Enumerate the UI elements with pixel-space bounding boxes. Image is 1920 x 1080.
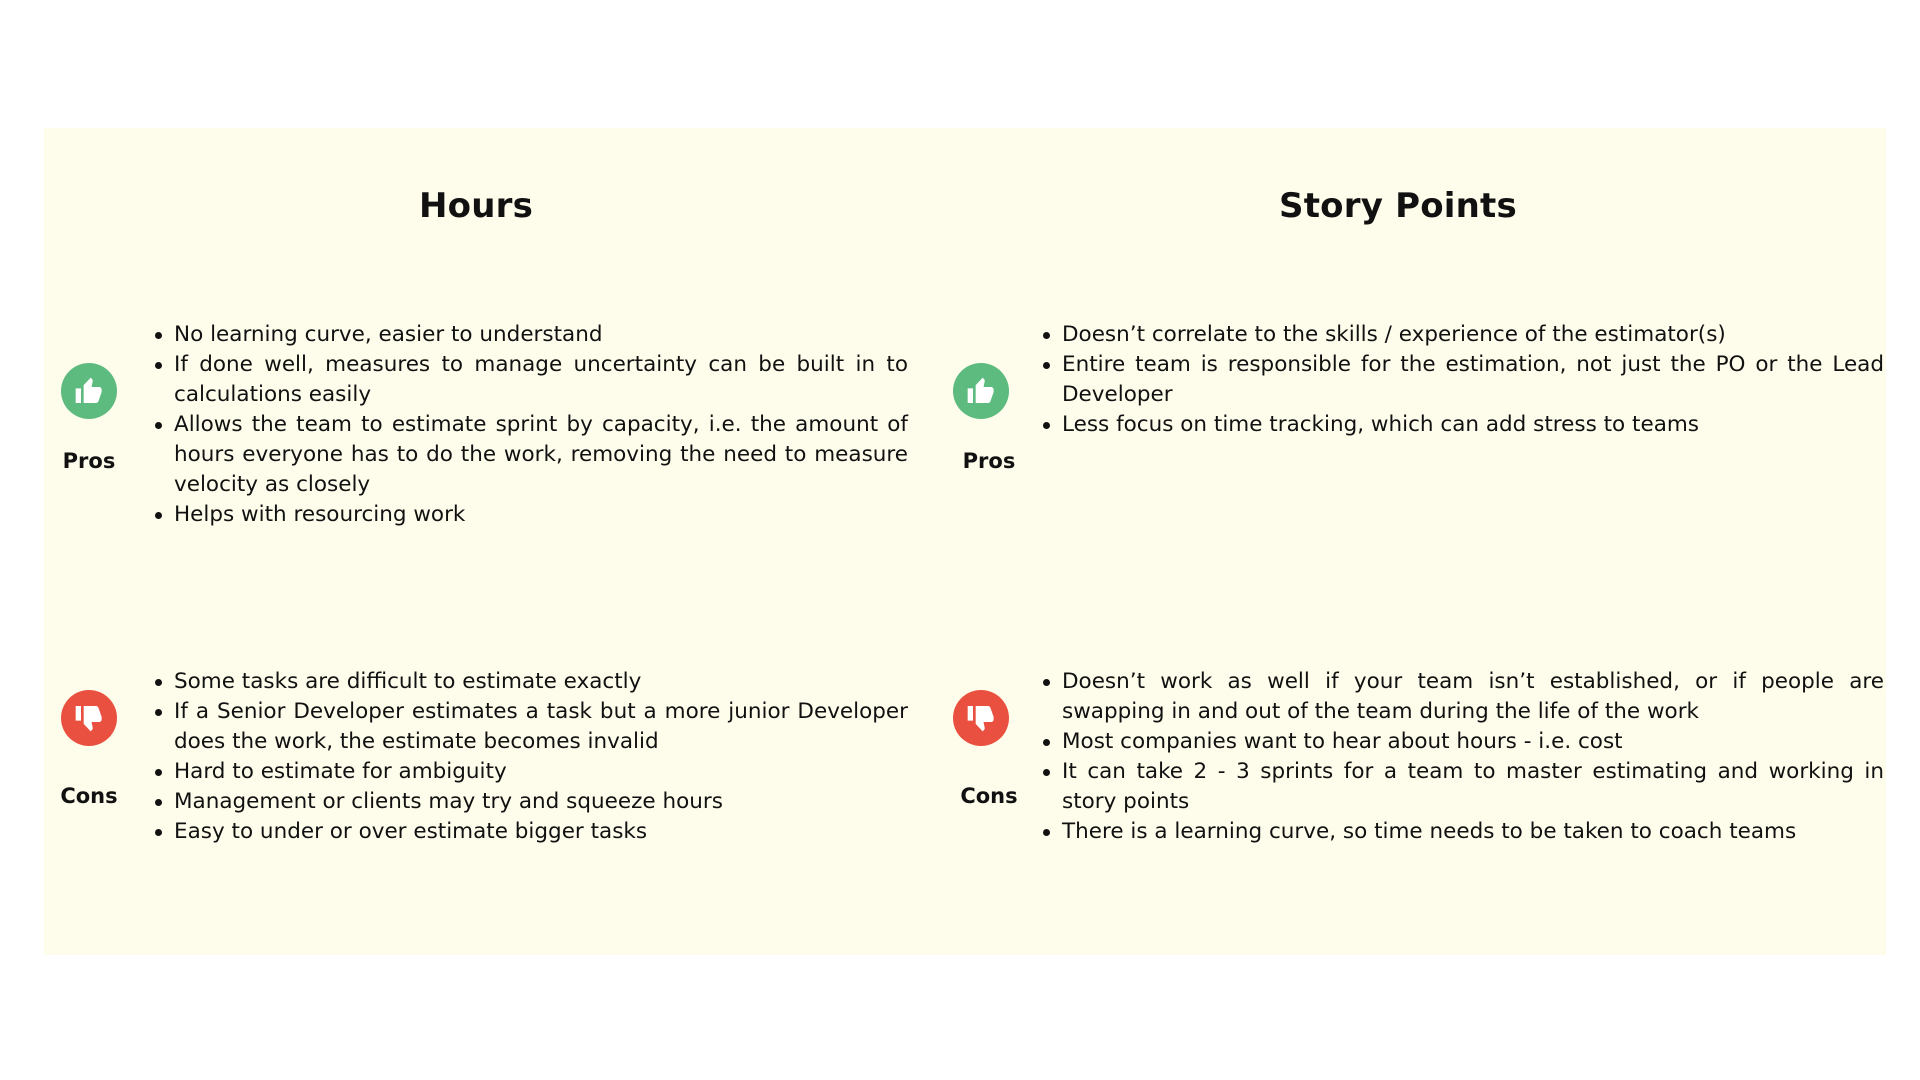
list-item: If a Senior Developer estimates a task but a more junior Developer does the work, the estimate becomes invalid xyxy=(154,697,908,757)
hours-title: Hours xyxy=(418,186,534,226)
list-item: Most companies want to hear about hours - i.e. cost xyxy=(1042,727,1884,757)
list-item: If done well, measures to manage uncertainty can be built in to calculations easily xyxy=(154,350,908,410)
list-item: It can take 2 - 3 sprints for a team to master estimating and working in story points xyxy=(1042,757,1884,817)
thumbs-up-icon xyxy=(61,363,117,419)
story-points-cons-label: Cons xyxy=(960,784,1018,808)
thumbs-down-icon xyxy=(953,690,1009,746)
list-item: Less focus on time tracking, which can add stress to teams xyxy=(1042,410,1884,440)
hours-cons-list xyxy=(154,667,908,847)
story-points-pros-label: Pros xyxy=(962,449,1016,473)
list-item: Doesn’t work as well if your team isn’t established, or if people are swapping in and out of the team during the life of the work xyxy=(1042,667,1884,727)
list-item: Helps with resourcing work xyxy=(154,500,908,530)
list-item: Allows the team to estimate sprint by capacity, i.e. the amount of hours everyone has to do the work, removing the need to measure velocity as closely xyxy=(154,410,908,500)
story-points-pros-list xyxy=(1042,320,1884,440)
story-points-cons-list xyxy=(1042,667,1884,847)
list-item: Doesn’t correlate to the skills / experience of the estimator(s) xyxy=(1042,320,1884,350)
hours-pros-list xyxy=(154,320,908,530)
story-points-title: Story Points xyxy=(1279,186,1517,226)
list-item: Some tasks are difficult to estimate exactly xyxy=(154,667,908,697)
list-item: Hard to estimate for ambiguity xyxy=(154,757,908,787)
list-item: No learning curve, easier to understand xyxy=(154,320,908,350)
hours-cons-label: Cons xyxy=(60,784,118,808)
list-item: Easy to under or over estimate bigger tasks xyxy=(154,817,908,847)
list-item: Management or clients may try and squeeze hours xyxy=(154,787,908,817)
list-item: Entire team is responsible for the estimation, not just the PO or the Lead Developer xyxy=(1042,350,1884,410)
hours-pros-label: Pros xyxy=(62,449,116,473)
thumbs-down-icon xyxy=(61,690,117,746)
list-item: There is a learning curve, so time needs to be taken to coach teams xyxy=(1042,817,1884,847)
thumbs-up-icon xyxy=(953,363,1009,419)
